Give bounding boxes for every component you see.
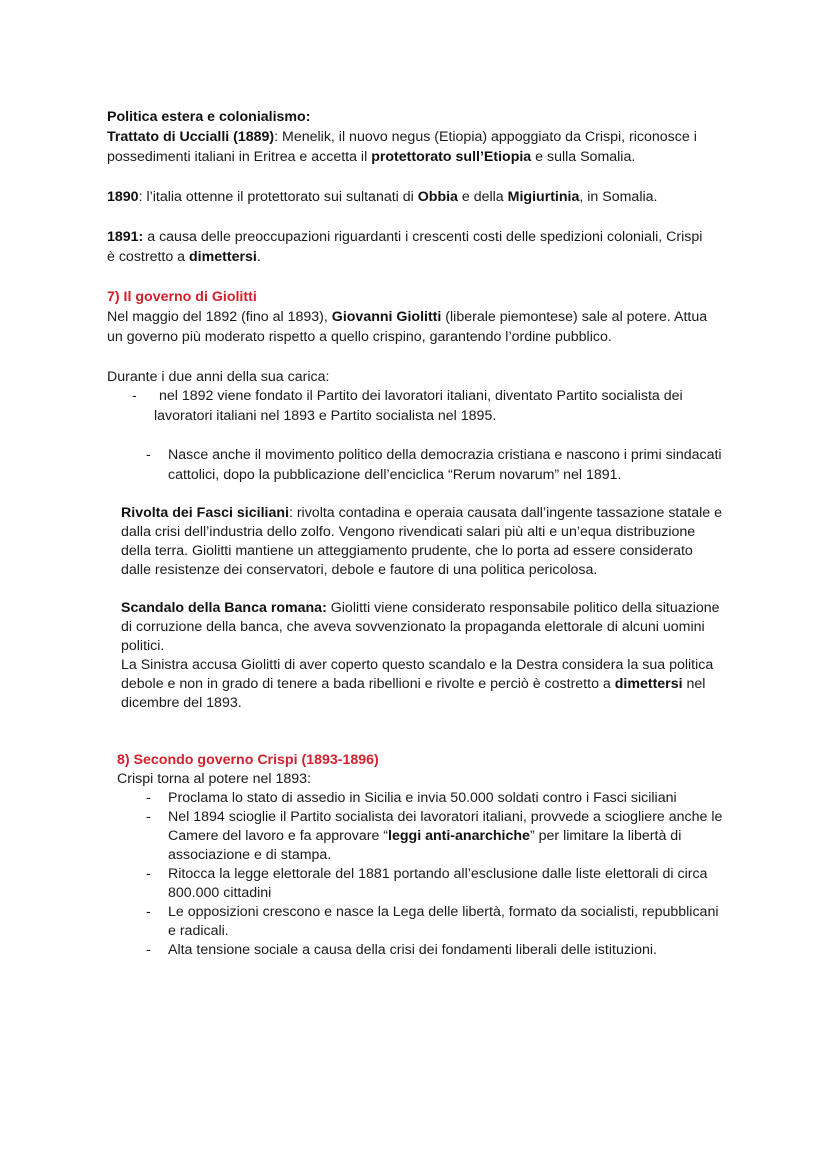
year-1890-line: 1890: l’italia ottenne il protettorato sui sultanati di Obbia e della Migiurtinia, in Somalia. <box>107 189 658 205</box>
giolitti-bullet-1-line-2: lavoratori italiani nel 1893 e Partito socialista nel 1895. <box>154 408 497 424</box>
giolitti-bullet-2-line-1: Nasce anche il movimento politico della democrazia cristiana e nascono i primi sindacati <box>168 447 722 463</box>
heading-giolitti: 7) Il governo di Giolitti <box>107 289 257 305</box>
banca-line-1: Scandalo della Banca romana: Giolitti viene considerato responsabile politico della situazione <box>121 600 720 616</box>
year-1891-line-1: 1891: a causa delle preoccupazioni riguardanti i crescenti costi delle spedizioni coloniali, Crispi <box>107 229 703 245</box>
crispi-bullet-4-line-2: e radicali. <box>168 923 229 939</box>
uccialli-line-2: possedimenti italiani in Eritrea e accetta il protettorato sull’Etiopia e sulla Somalia. <box>107 149 636 165</box>
fasci-line-2: dalla crisi dell’industria dello zolfo. Vengono rivendicati salari più alti e un’equa distribuzione <box>121 524 696 540</box>
fasci-line-3: della terra. Giolitti mantiene un atteggiamento prudente, che lo porta ad essere considerato <box>121 543 693 559</box>
giolitti-bullet-1-line-1: nel 1892 viene fondato il Partito dei lavoratori italiani, diventato Partito socialista dei <box>159 388 683 404</box>
bullet-dash: - <box>146 447 151 463</box>
banca-line-6: dicembre del 1893. <box>121 695 242 711</box>
heading-crispi-2: 8) Secondo governo Crispi (1893-1896) <box>117 752 379 768</box>
crispi-bullet-2-line-1: Nel 1894 scioglie il Partito socialista dei lavoratori italiani, provvede a sciogliere anche le <box>168 809 723 825</box>
crispi-bullet-5: Alta tensione sociale a causa della crisi dei fondamenti liberali delle istituzioni. <box>168 942 657 958</box>
giolitti-intro-line-1: Nel maggio del 1892 (fino al 1893), Giovanni Giolitti (liberale piemontese) sale al potere. Attua <box>107 309 708 325</box>
uccialli-line-1: Trattato di Uccialli (1889): Menelik, il nuovo negus (Etiopia) appoggiato da Crispi, riconosce i <box>107 129 697 145</box>
crispi-bullet-2-line-3: associazione e di stampa. <box>168 847 332 863</box>
bullet-dash: - <box>146 942 151 958</box>
crispi-bullet-1: Proclama lo stato di assedio in Sicilia e invia 50.000 soldati contro i Fasci siciliani <box>168 790 677 806</box>
bullet-dash: - <box>146 866 151 882</box>
fasci-line-1: Rivolta dei Fasci siciliani: rivolta contadina e operaia causata dall’ingente tassazione statale e <box>121 505 722 521</box>
bullet-dash: - <box>146 790 151 806</box>
crispi-bullet-4-line-1: Le opposizioni crescono e nasce la Lega delle libertà, formato da socialisti, repubblicani <box>168 904 719 920</box>
bullet-dash: - <box>132 388 137 404</box>
bullet-dash: - <box>146 809 151 825</box>
banca-line-4: La Sinistra accusa Giolitti di aver coperto questo scandalo e la Destra considera la sua politica <box>121 657 714 673</box>
crispi-bullet-3-line-1: Ritocca la legge elettorale del 1881 portando all’esclusione dalle liste elettorali di circa <box>168 866 708 882</box>
banca-line-3: politici. <box>121 638 165 654</box>
year-1891-line-2: è costretto a dimettersi. <box>107 249 261 265</box>
giolitti-bullet-2-line-2: cattolici, dopo la pubblicazione dell’enciclica “Rerum novarum” nel 1891. <box>168 467 622 483</box>
crispi-bullet-3-line-2: 800.000 cittadini <box>168 885 272 901</box>
section-title-foreign-policy: Politica estera e colonialismo: <box>107 109 311 125</box>
fasci-line-4: dalle resistenze dei conservatori, debole e fautore di una politica pericolosa. <box>121 562 598 578</box>
giolitti-during: Durante i due anni della sua carica: <box>107 369 330 385</box>
banca-line-5: debole e non in grado di tenere a bada ribellioni e rivolte e perciò è costretto a dimettersi nel <box>121 676 706 692</box>
crispi-bullet-2-line-2: Camere del lavoro e fa approvare “leggi anti-anarchiche” per limitare la libertà di <box>168 828 682 844</box>
giolitti-intro-line-2: un governo più moderato rispetto a quello crispino, garantendo l’ordine pubblico. <box>107 329 612 345</box>
banca-line-2: di corruzione della banca, che aveva sovvenzionato la propaganda elettorale di alcuni uomini <box>121 619 705 635</box>
crispi-intro: Crispi torna al potere nel 1893: <box>117 771 312 787</box>
bullet-dash: - <box>146 904 151 920</box>
